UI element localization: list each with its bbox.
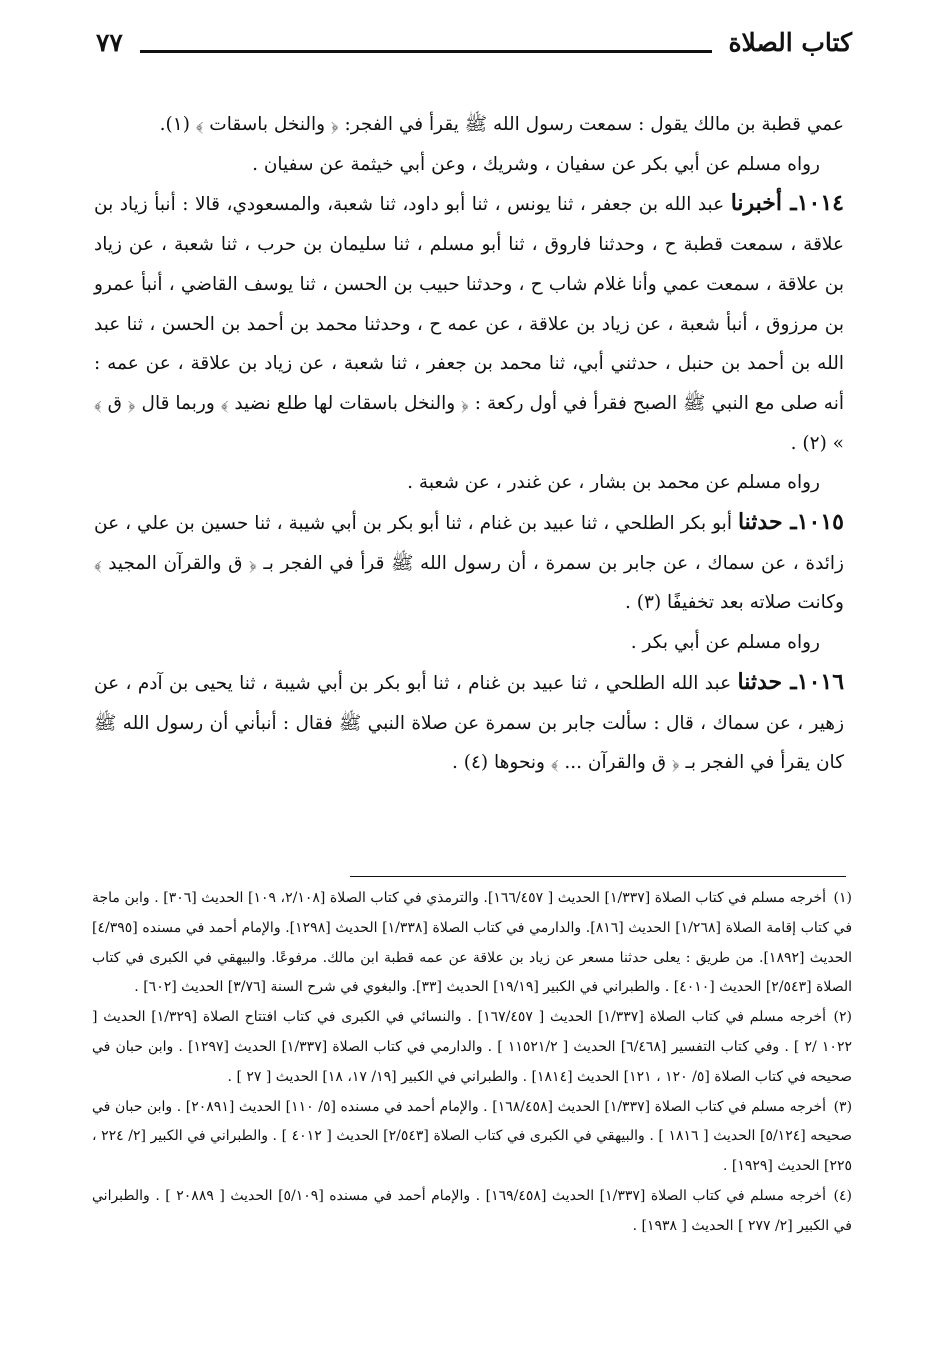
paragraph: رواه مسلم عن أبي بكر . (630, 632, 820, 654)
footnotes (92, 884, 852, 1242)
hadith-paragraph: ١٠١٥ـ حدثنا أبو بكر الطلحي ، ثنا عبيد بن غنام ، ثنا أبو بكر بن أبي شيبة ، ثنا حسين بن علي ، عن زائدة ، عن سماك ، عن جابر بن سمرة ، أن رسول الله ﷺ قرأ في الفجر بـ ﴿ ق والقرآن المجيد ﴾ وكانت صلاته بعد تخفيفًا (٣) . (94, 509, 844, 614)
hadith-number: ١٠١٦ (796, 668, 845, 695)
main-text (94, 105, 844, 783)
hadith-lead-word: ـ حدثنا (737, 668, 797, 695)
footnote-number: (١) (833, 890, 852, 906)
hadith-number: ١٠١٥ (796, 509, 844, 536)
hadith-paragraph: ١٠١٤ـ أخبرنا عبد الله بن جعفر ، ثنا يونس ، ثنا أبو داود، ثنا شعبة، والمسعودي، قالا : أنبأ زياد بن علاقة ، سمعت قطبة ح ، وحدثنا فاروق ، ثنا أبو مسلم ، ثنا سليمان بن حرب ، ثنا شعبة ، عن زياد بن علاقة ، سمعت عمي وأنا غلام شاب ح ، وحدثنا حبيب بن الحسن ، ثنا يوسف القاضي ، أنبأ عمرو بن مرزوق ، أنبأ شعبة ، عن زياد بن علاقة ، عن عمه ح ، وحدثنا محمد بن أحمد بن الحسن ، ثنا عبد الله بن أحمد بن حنبل ، حدثني أبي، ثنا محمد بن جعفر ، ثنا شعبة ، عن زياد بن علاقة ، عن عمه : أنه صلى مع النبي ﷺ الصبح فقرأ في أول ركعة : ﴿ والنخل باسقات لها طلع نضيد ﴾ وربما قال ﴿ ق ﴾ » (٢) . (94, 190, 844, 454)
hadith-number: ١٠١٤ (796, 190, 844, 217)
page-header (96, 28, 852, 70)
header-rule (140, 50, 712, 53)
paragraph: رواه مسلم عن أبي بكر عن سفيان ، وشريك ، وعن أبي خيثمة عن سفيان . (252, 153, 820, 175)
footnote: (١)أخرجه مسلم في كتاب الصلاة [١/٣٣٧] الحديث [ ١٦٦/٤٥٧]. والترمذي في كتاب الصلاة [٢/١٠٨، ١٠٩] الحديث [٣٠٦] . وابن ماجة في كتاب إقامة الصلاة [١/٢٦٨] الحديث [٨١٦]. والدارمي في كتاب الصلاة [١/٣٣٨] الحديث [١٢٩٨]. والإمام أحمد في مسنده [٤/٣٩٥] الحديث [١٨٩٢]. من طريق : يعلى حدثنا مسعر عن زياد بن علاقة عن عمه قطبة ابن مالك. مرفوعًا. والبيهقي في الكبرى في كتاب الصلاة [٢/٥٤٣] الحديث [٤٠١٠] . والطبراني في الكبير [١٩/١٩] الحديث [٣٣]. والبغوي في شرح السنة [٣/٧٦] الحديث [٦٠٢] . (92, 884, 852, 1003)
footnote-number: (٤) (833, 1187, 852, 1204)
hadith-lead-word: ـ أخبرنا (730, 190, 797, 217)
footnote-separator (350, 876, 846, 877)
footnote: (٤)أخرجه مسلم في كتاب الصلاة [١/٣٣٧] الحديث [١٦٩/٤٥٨] . والإمام أحمد في مسنده [٥/١٠٩] الحديث [ ٢٠٨٨٩ ] . والطبراني في الكبير [٢/ ٢٧٧ ] الحديث [ ١٩٣٨] . (92, 1182, 852, 1242)
page-number: ٧٧ (96, 28, 123, 57)
footnote-number: (٣) (833, 1098, 853, 1115)
footnote: (٢)أخرجه مسلم في كتاب الصلاة [١/٣٣٧] الحديث [ ١٦٧/٤٥٧] . والنسائي في الكبرى في كتاب افتتاح الصلاة [١/٣٢٩] الحديث [ ١٠٢٢ /٢ ] . وفي كتاب التفسير [٦/٤٦٨] الحديث [ ١١٥٢١/٢ ] . والدارمي في كتاب الصلاة [١/٣٣٧] الحديث [١٢٩٧] . وابن حبان في صحيحه في كتاب الصلاة [٥/ ١٢٠ ، ١٢١] الحديث [١٨١٤] . والطبراني في الكبير [١٩/ ١٧، ١٨] الحديث [ ٢٧ ] . (92, 1003, 852, 1092)
running-title: كتاب الصلاة (728, 28, 852, 57)
hadith-paragraph: ١٠١٦ـ حدثنا عبد الله الطلحي ، ثنا عبيد بن غنام ، ثنا أبو بكر بن أبي شيبة ، ثنا يحيى بن آدم ، عن زهير ، عن سماك ، قال : سألت جابر بن سمرة عن صلاة النبي ﷺ فقال : أنبأني أن رسول الله ﷺ كان يقرأ في الفجر بـ ﴿ ق والقرآن ... ﴾ ونحوها (٤) . (94, 668, 845, 774)
footnote: (٣)أخرجه مسلم في كتاب الصلاة [١/٣٣٧] الحديث [١٦٨/٤٥٨] . والإمام أحمد في مسنده [٥/ ١١٠] الحديث [٢٠٨٩١] . وابن حبان في صحيحه [٥/١٢٤] الحديث [ ١٨١٦ ] . والبيهقي في الكبرى في كتاب الصلاة [٢/٥٤٣] الحديث [ ٤٠١٢ ] . والطبراني في الكبير [٢/ ٢٢٤ ، ٢٢٥] الحديث [١٩٢٩] . (92, 1093, 852, 1182)
paragraph: عمي قطبة بن مالك يقول : سمعت رسول الله ﷺ يقرأ في الفجر: ﴿ والنخل باسقات ﴾ (١). (159, 114, 844, 135)
footnote-number: (٢) (833, 1009, 852, 1026)
hadith-lead-word: ـ حدثنا (737, 509, 797, 536)
paragraph: رواه مسلم عن محمد بن بشار ، عن غندر ، عن شعبة . (407, 472, 820, 494)
